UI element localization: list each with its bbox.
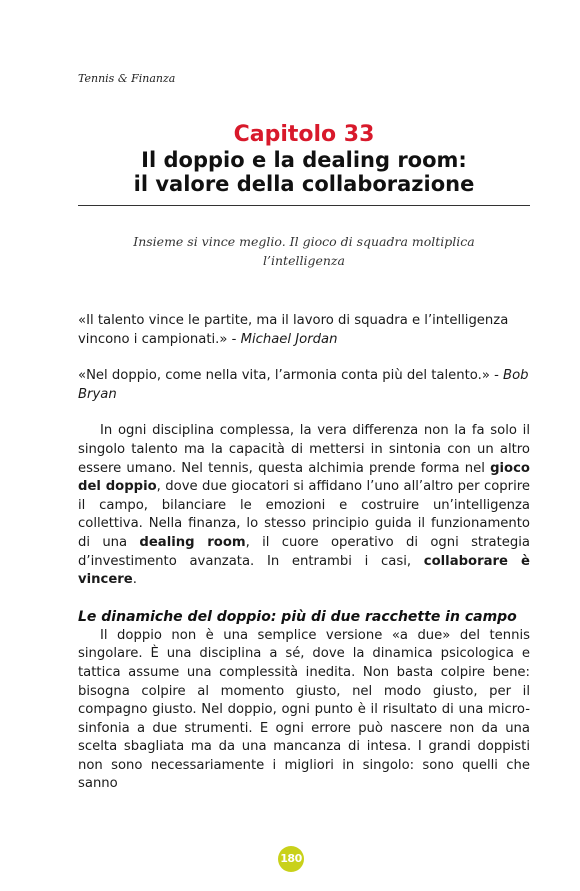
quote-2-author: Bob Bryan: [78, 368, 529, 402]
section-heading: Le dinamiche del doppio: più di due racchette in campo: [78, 608, 517, 625]
intro-text-1: In ogni disciplina complessa, la vera differenza non la fa solo il singolo talento ma la capacità di mettersi in sintonia con un altro essere umano. Nel tennis, questa alchimia prende forma nel: [78, 423, 530, 476]
running-header: Tennis & Finanza: [78, 72, 176, 85]
chapter-title-line-1: Il doppio e la dealing room:: [141, 148, 467, 172]
quote-1-author: Michael Jordan: [240, 331, 338, 347]
page-number-badge: 180: [278, 846, 304, 872]
quote-2-text: «Nel doppio, come nella vita, l’armonia conta più del talento.» -: [78, 368, 504, 384]
quote-1: [78, 312, 530, 349]
section-paragraph: Il doppio non è una semplice versione «a due» del tennis singolare. È una disciplina a sé, dove la dinamica psicologica e tattica assume una complessità inedita. Non basta colpire bene: bisogna colpire al momento giusto, nel modo giusto, per il compagno giusto. Nel doppio, ogni punto è il risultato di una micro-sinfonia a due strumenti. E ogni errore può nascere non da una scelta sbagliata ma da una mancanza di intesa. I grandi doppisti non sono necessariamente i migliori in singolo: sono quelli che sanno: [78, 627, 530, 792]
chapter-heading: [78, 122, 530, 196]
chapter-number: Capitolo 33: [233, 122, 375, 147]
quote-2: [78, 367, 530, 404]
title-divider: [78, 205, 530, 206]
intro-text-4: .: [132, 572, 137, 588]
intro-text-2: , dove due giocatori si affidano l’uno all’altro per coprire il campo, bilanciare le emozioni e costruire un’intelligenza collettiva. Nella finanza, lo stesso principio guida il funzionamento di una: [78, 479, 530, 550]
intro-bold-2: dealing room: [139, 534, 246, 550]
intro-text-3: , il cuore operativo di ogni strategia d’investimento avanzata. In entrambi i casi,: [78, 534, 531, 569]
body-text: [78, 312, 530, 794]
chapter-title-line-2: il valore della collaborazione: [133, 172, 475, 196]
intro-bold-1: gioco del doppio: [78, 460, 530, 495]
intro-bold-3: collaborare è vincere: [78, 553, 530, 588]
intro-paragraph: [78, 422, 530, 589]
quote-1-text: «Il talento vince le partite, ma il lavoro di squadra e l’intelligenza vincono i campionati.» -: [78, 313, 509, 347]
epigraph: Insieme si vince meglio. Il gioco di squadra moltiplica l’intelligenza: [133, 234, 475, 268]
